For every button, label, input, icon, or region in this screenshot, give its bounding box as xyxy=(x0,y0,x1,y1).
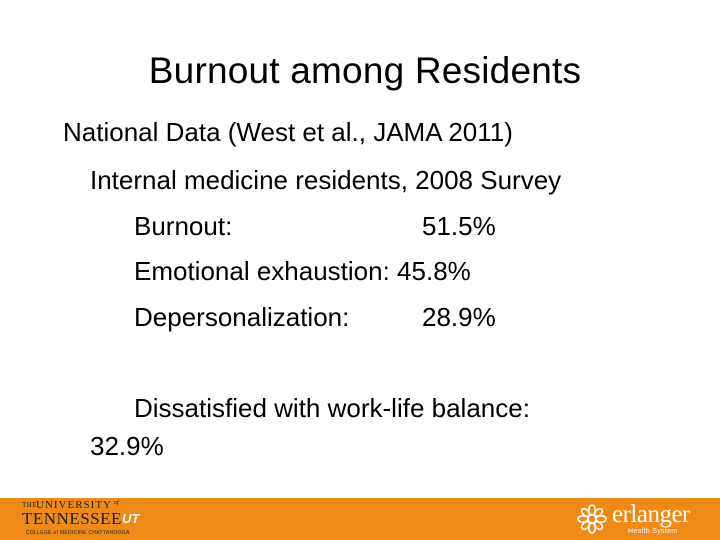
slide-title: Burnout among Residents xyxy=(148,50,582,91)
ut-logo-tennessee: TENNESSEE xyxy=(22,509,122,528)
erlanger-flower-icon xyxy=(576,503,608,535)
stat-depersonalization-value: 28.9% xyxy=(422,302,496,332)
erlanger-logo xyxy=(576,501,706,537)
stat-depersonalization-label: Depersonalization: xyxy=(134,302,350,332)
erlanger-subtitle: Health System xyxy=(628,528,678,535)
ut-logo-of: of xyxy=(114,500,119,506)
ut-logo-the: THE xyxy=(22,501,38,509)
university-of-tennessee-logo xyxy=(14,498,164,540)
ut-logo-university: UNIVERSITY xyxy=(36,499,112,511)
work-life-line: Dissatisfied with work-life balance: xyxy=(134,393,530,423)
ut-logo-college: COLLEGE of MEDICINE CHATTANOOGA xyxy=(26,530,130,536)
source-line: National Data (West et al., JAMA 2011) xyxy=(63,117,513,147)
stat-burnout-value: 51.5% xyxy=(422,211,496,241)
stat-emotional-exhaustion: Emotional exhaustion: 45.8% xyxy=(134,256,471,286)
work-life-value: 32.9% xyxy=(90,431,164,461)
ut-logo-mark: UT xyxy=(122,511,140,526)
stat-burnout-label: Burnout: xyxy=(134,211,233,241)
survey-line: Internal medicine residents, 2008 Survey xyxy=(90,165,562,195)
footer-bar xyxy=(0,498,720,540)
erlanger-name: erlanger xyxy=(612,501,690,528)
